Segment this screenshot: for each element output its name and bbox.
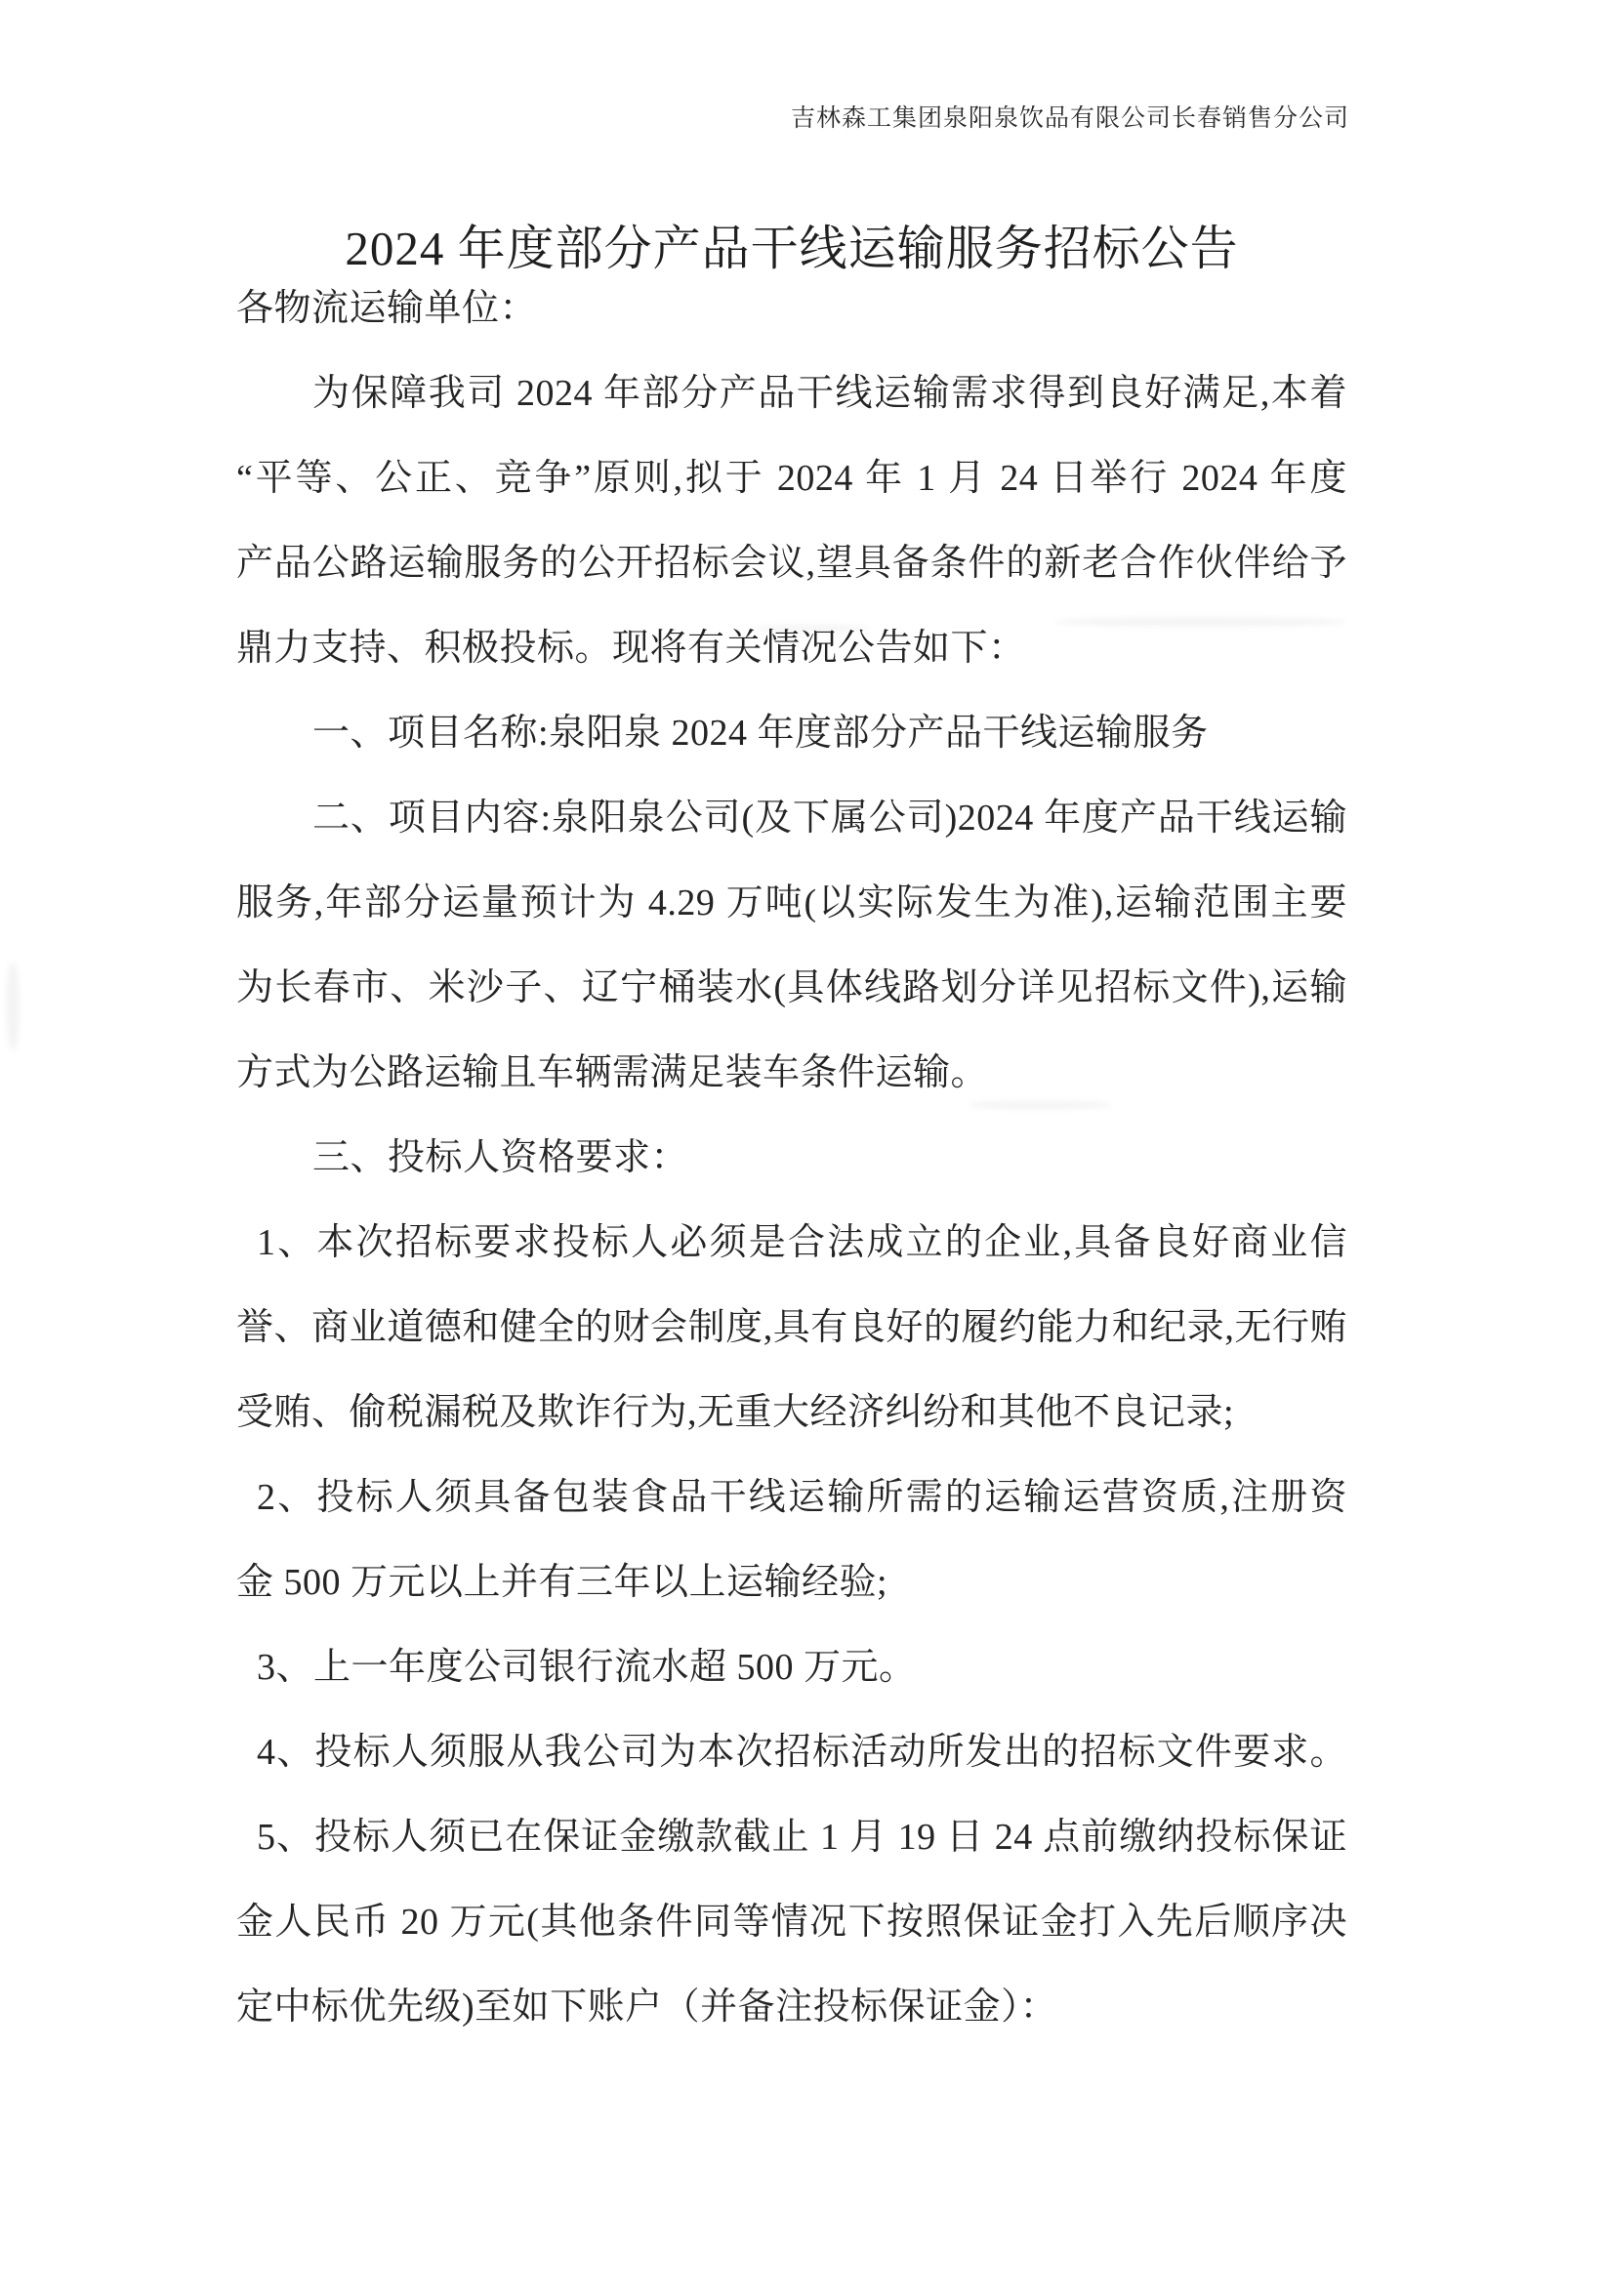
section-2-line: 二、项目内容:泉阳泉公司(及下属公司)2024 年度产品干线运输	[312, 798, 1347, 839]
scan-smudge	[967, 1101, 1113, 1109]
item-4-line: 4、投标人须服从我公司为本次招标活动所发出的招标文件要求。	[257, 1732, 1347, 1773]
item-3-line: 3、上一年度公司银行流水超 500 万元。	[257, 1647, 917, 1688]
body-line: 金人民币 20 万元(其他条件同等情况下按照保证金打入先后顺序决	[236, 1902, 1347, 1943]
section-3-line: 三、投标人资格要求：	[312, 1137, 689, 1178]
body-line: 为保障我司 2024 年部分产品干线运输需求得到良好满足,本着	[312, 373, 1347, 414]
body-line: 为长春市、米沙子、辽宁桶装水(具体线路划分详见招标文件),运输	[236, 967, 1347, 1008]
document-title: 2024 年度部分产品干线运输服务招标公告	[345, 222, 1239, 275]
body-line: 誉、商业道德和健全的财会制度,具有良好的履约能力和纪录,无行贿	[236, 1307, 1347, 1348]
body-line: “平等、公正、竞争”原则,拟于 2024 年 1 月 24 日举行 2024 年度	[236, 458, 1347, 499]
body-line: 服务,年部分运量预计为 4.29 万吨(以实际发生为准),运输范围主要	[236, 882, 1347, 923]
section-1-line: 一、项目名称:泉阳泉 2024 年度部分产品干线运输服务	[312, 713, 1209, 754]
body-line: 定中标优先级)至如下账户（并备注投标保证金）：	[236, 1987, 1058, 2028]
body-line: 金 500 万元以上并有三年以上运输经验;	[236, 1562, 888, 1603]
document-body	[236, 266, 1347, 2050]
scan-smudge	[752, 625, 869, 632]
company-header: 吉林森工集团泉阳泉饮品有限公司长春销售分公司	[790, 105, 1349, 132]
body-line: 方式为公路运输且车辆需满足装车条件运输。	[236, 1052, 989, 1093]
scan-smudge	[1054, 617, 1347, 627]
item-2-line: 2、投标人须具备包装食品干线运输所需的运输运营资质,注册资	[257, 1477, 1347, 1518]
body-line: 产品公路运输服务的公开招标会议,望具备条件的新老合作伙伴给予	[236, 543, 1347, 584]
body-line: 受贿、偷税漏税及欺诈行为,无重大经济纠纷和其他不良记录;	[236, 1392, 1235, 1433]
body-line: 鼎力支持、积极投标。现将有关情况公告如下：	[236, 628, 1026, 669]
item-1-line: 1、本次招标要求投标人必须是合法成立的企业,具备良好商业信	[257, 1222, 1347, 1263]
salutation-line: 各物流运输单位：	[236, 288, 538, 329]
scan-smudge	[6, 962, 20, 1051]
item-5-line: 5、投标人须已在保证金缴款截止 1 月 19 日 24 点前缴纳投标保证	[257, 1817, 1347, 1858]
